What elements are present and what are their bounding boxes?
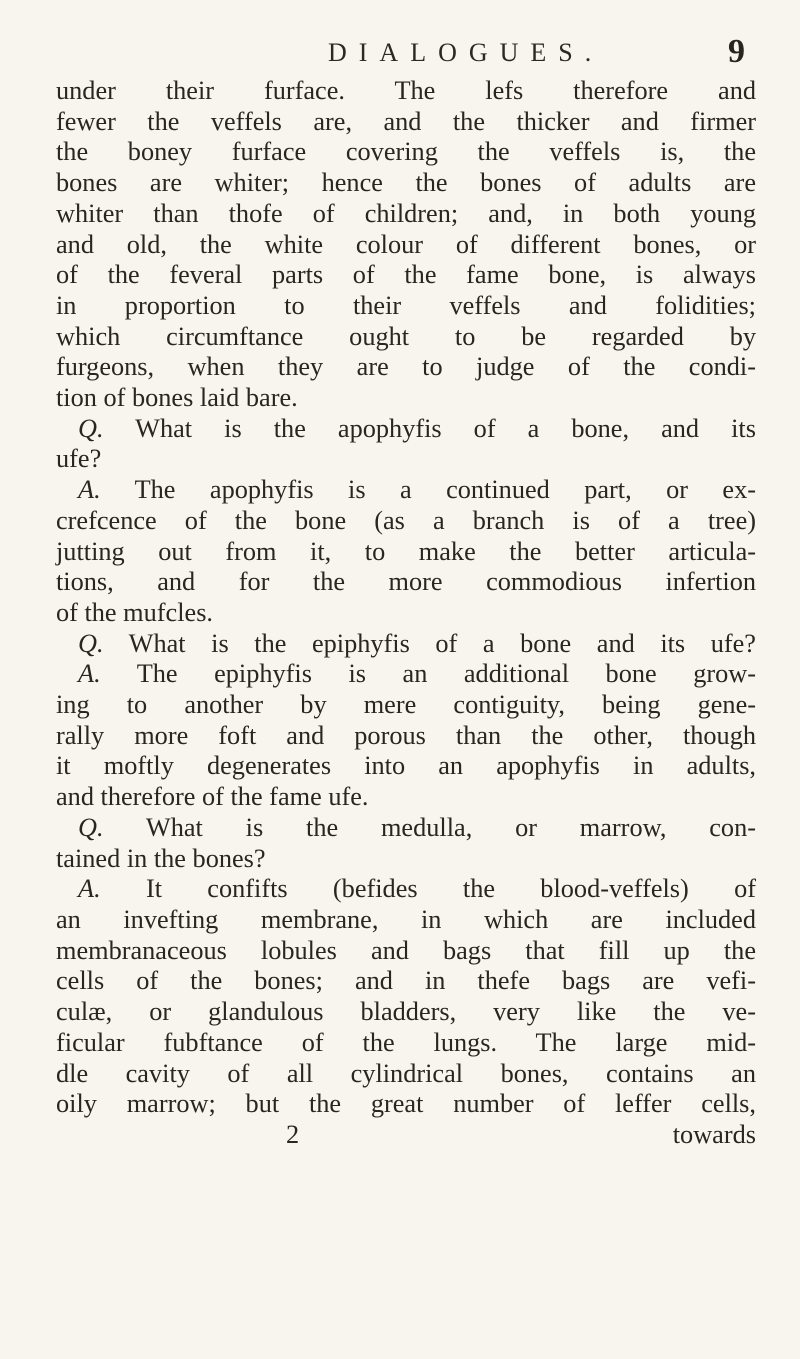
text-line: tained in the bones?: [56, 843, 266, 873]
question-marker: Q.: [78, 413, 104, 443]
signature-mark: 2: [286, 1119, 300, 1149]
question-line: [56, 629, 756, 660]
question-marker: Q.: [78, 628, 104, 658]
answer-text: It confifts (befides the blood-veffels) of: [145, 874, 756, 904]
answer-line: [56, 659, 756, 690]
text-line: of the mufcles.: [56, 597, 213, 627]
question-text: What is the apophyfis of a bone, and its: [135, 413, 756, 443]
question-text: What is the medulla, or marrow, con-: [145, 812, 756, 842]
text-line: in proportion to their veffels and folidities;: [56, 290, 756, 320]
text-line: ing to another by mere contiguity, being gene-: [56, 690, 756, 720]
text-line: fewer the veffels are, and the thicker and firmer: [56, 106, 756, 136]
body-text: [56, 76, 756, 1150]
text-line: ficular fubftance of the lungs. The large mid-: [56, 1027, 756, 1057]
answer-text: The epiphyfis is an additional bone grow-: [136, 659, 756, 689]
running-head: DIALOGUES.: [328, 38, 604, 67]
text-line: tions, and for the more commodious infertion: [56, 567, 756, 597]
text-line: the boney furface covering the veffels is, the: [56, 137, 756, 167]
text-line: and therefore of the fame ufe.: [56, 782, 369, 812]
text-line: membranaceous lobules and bags that fill up the: [56, 935, 756, 965]
question-line: [56, 813, 756, 844]
text-line: rally more foft and porous than the other, though: [56, 720, 756, 750]
answer-marker: A.: [78, 874, 101, 904]
text-line: whiter than thofe of children; and, in both young: [56, 198, 756, 228]
answer-text: The apophyfis is a continued part, or ex-: [134, 475, 756, 505]
text-line: culæ, or glandulous bladders, very like the ve-: [56, 997, 756, 1027]
text-line: of the feveral parts of the fame bone, is always: [56, 260, 756, 290]
text-line: jutting out from it, to make the better articula-: [56, 536, 756, 566]
page-number: 9: [728, 33, 745, 70]
answer-line: [56, 874, 756, 905]
text-line: furgeons, when they are to judge of the condi-: [56, 352, 756, 382]
text-line: crefcence of the bone (as a branch is of a tree): [56, 505, 756, 535]
text-line: tion of bones laid bare.: [56, 383, 298, 413]
text-line: an invefting membrane, in which are included: [56, 904, 756, 934]
answer-marker: A.: [78, 475, 101, 505]
text-line: oily marrow; but the great number of leffer cells,: [56, 1089, 756, 1119]
text-line: ufe?: [56, 444, 102, 474]
text-line: under their furface. The lefs therefore and: [56, 76, 756, 105]
question-line: [56, 414, 756, 445]
text-line: and old, the white colour of different bones, or: [56, 229, 756, 259]
answer-line: [56, 475, 756, 506]
text-line: which circumftance ought to be regarded by: [56, 321, 756, 351]
answer-marker: A.: [78, 659, 101, 689]
catchword: towards: [672, 1119, 756, 1149]
text-line: dle cavity of all cylindrical bones, contains an: [56, 1058, 756, 1088]
text-line: it moftly degenerates into an apophyfis in adults,: [56, 751, 756, 781]
question-marker: Q.: [78, 812, 104, 842]
text-line: bones are whiter; hence the bones of adults are: [56, 168, 756, 198]
question-text: What is the epiphyfis of a bone and its ufe?: [128, 628, 756, 658]
page-footer: [56, 1120, 756, 1150]
text-line: cells of the bones; and in thefe bags are vefi-: [56, 966, 756, 996]
